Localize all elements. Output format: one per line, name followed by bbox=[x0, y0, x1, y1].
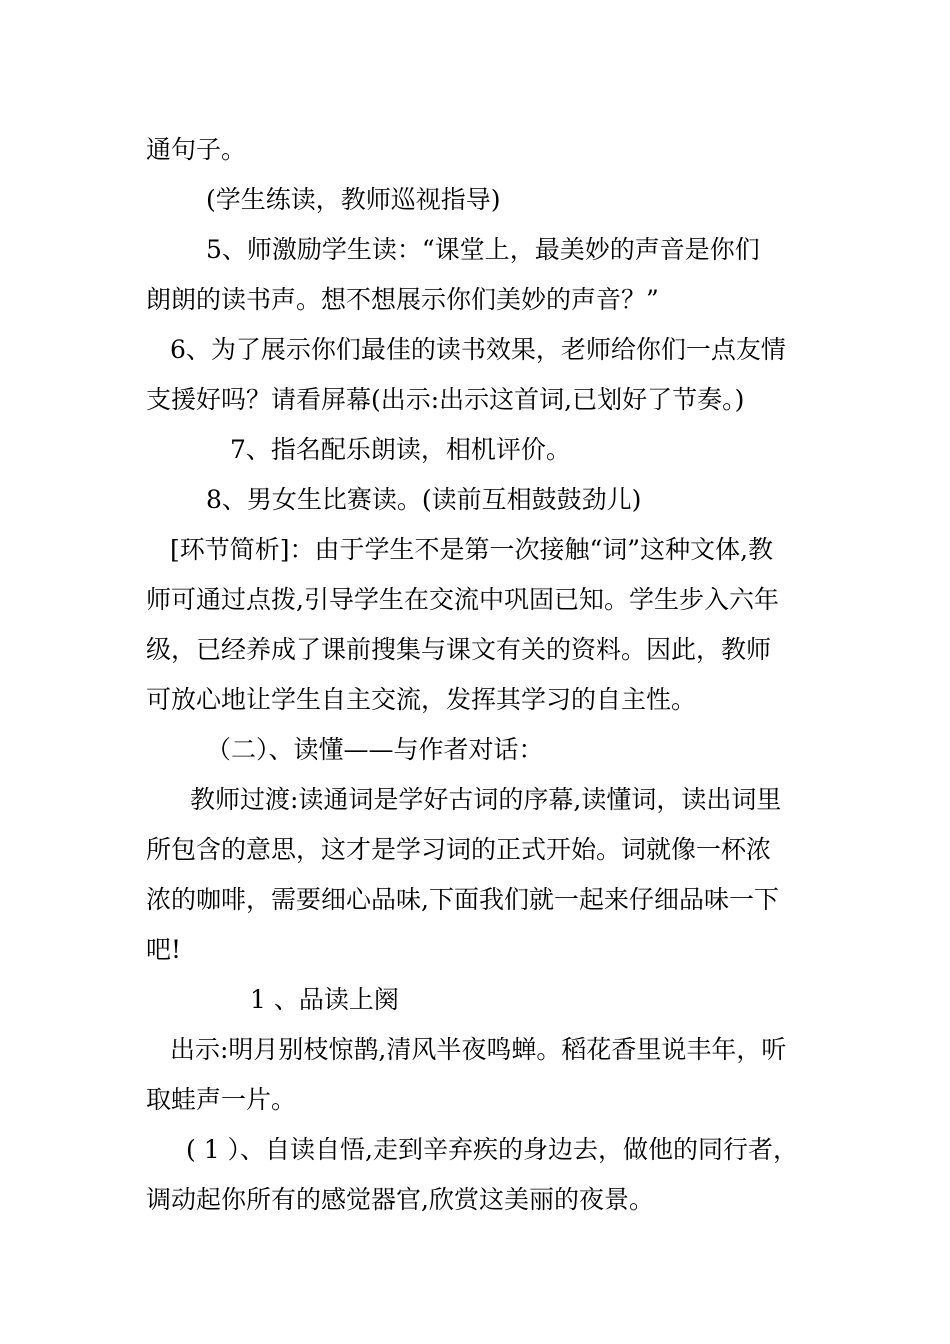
text-line-15: 所包含的意思，这才是学习词的正式开始。词就像一杯浓 bbox=[146, 835, 772, 864]
text-line-14: 教师过渡:读通词是学好古词的序幕,读懂词，读出词里 bbox=[190, 785, 782, 814]
text-line-2: (学生练读，教师巡视指导) bbox=[206, 185, 501, 214]
text-line-9: [环节简析]：由于学生不是第一次接触“词”这种文体,教 bbox=[170, 535, 774, 564]
text-line-12: 可放心地让学生自主交流，发挥其学习的自主性。 bbox=[146, 685, 697, 714]
text-line-10: 师可通过点拨,引导学生在交流中巩固已知。学生步入六年 bbox=[146, 585, 779, 614]
text-line-22: 调动起你所有的感觉器官,欣赏这美丽的夜景。 bbox=[146, 1185, 654, 1214]
text-line-21: ( 1 ）、自读自悟,走到辛弃疾的身边去，做他的同行者， bbox=[186, 1135, 799, 1164]
text-line-5: 6、为了展示你们最佳的读书效果，老师给你们一点友情 bbox=[170, 335, 786, 364]
text-line-3: 5、师激励学生读：“课堂上，最美妙的声音是你们 bbox=[206, 235, 760, 264]
text-line-6: 支援好吗？请看屏幕(出示:出示这首词,已划好了节奏。) bbox=[146, 385, 745, 414]
text-line-17: 吧! bbox=[146, 935, 182, 964]
text-line-19: 出示:明月别枝惊鹊,清风半夜鸣蝉。稻花香里说丰年，听 bbox=[170, 1035, 787, 1064]
text-line-4: 朗朗的读书声。想不想展示你们美妙的声音？” bbox=[146, 285, 659, 314]
subsection-heading: 1 、品读上阕 bbox=[250, 985, 399, 1014]
text-line-8: 8、男女生比赛读。(读前互相鼓鼓劲儿) bbox=[206, 485, 642, 514]
text-line-20: 取蛙声一片。 bbox=[146, 1085, 297, 1114]
text-line-16: 浓的咖啡，需要细心品味,下面我们就一起来仔细品味一下 bbox=[146, 885, 779, 914]
text-line-7: 7、指名配乐朗读，相机评价。 bbox=[230, 435, 571, 464]
section-heading: （二）、读懂——与作者对话： bbox=[206, 735, 544, 764]
text-line-11: 级，已经养成了课前搜集与课文有关的资料。因此，教师 bbox=[146, 635, 772, 664]
text-line-1: 通句子。 bbox=[146, 135, 247, 164]
